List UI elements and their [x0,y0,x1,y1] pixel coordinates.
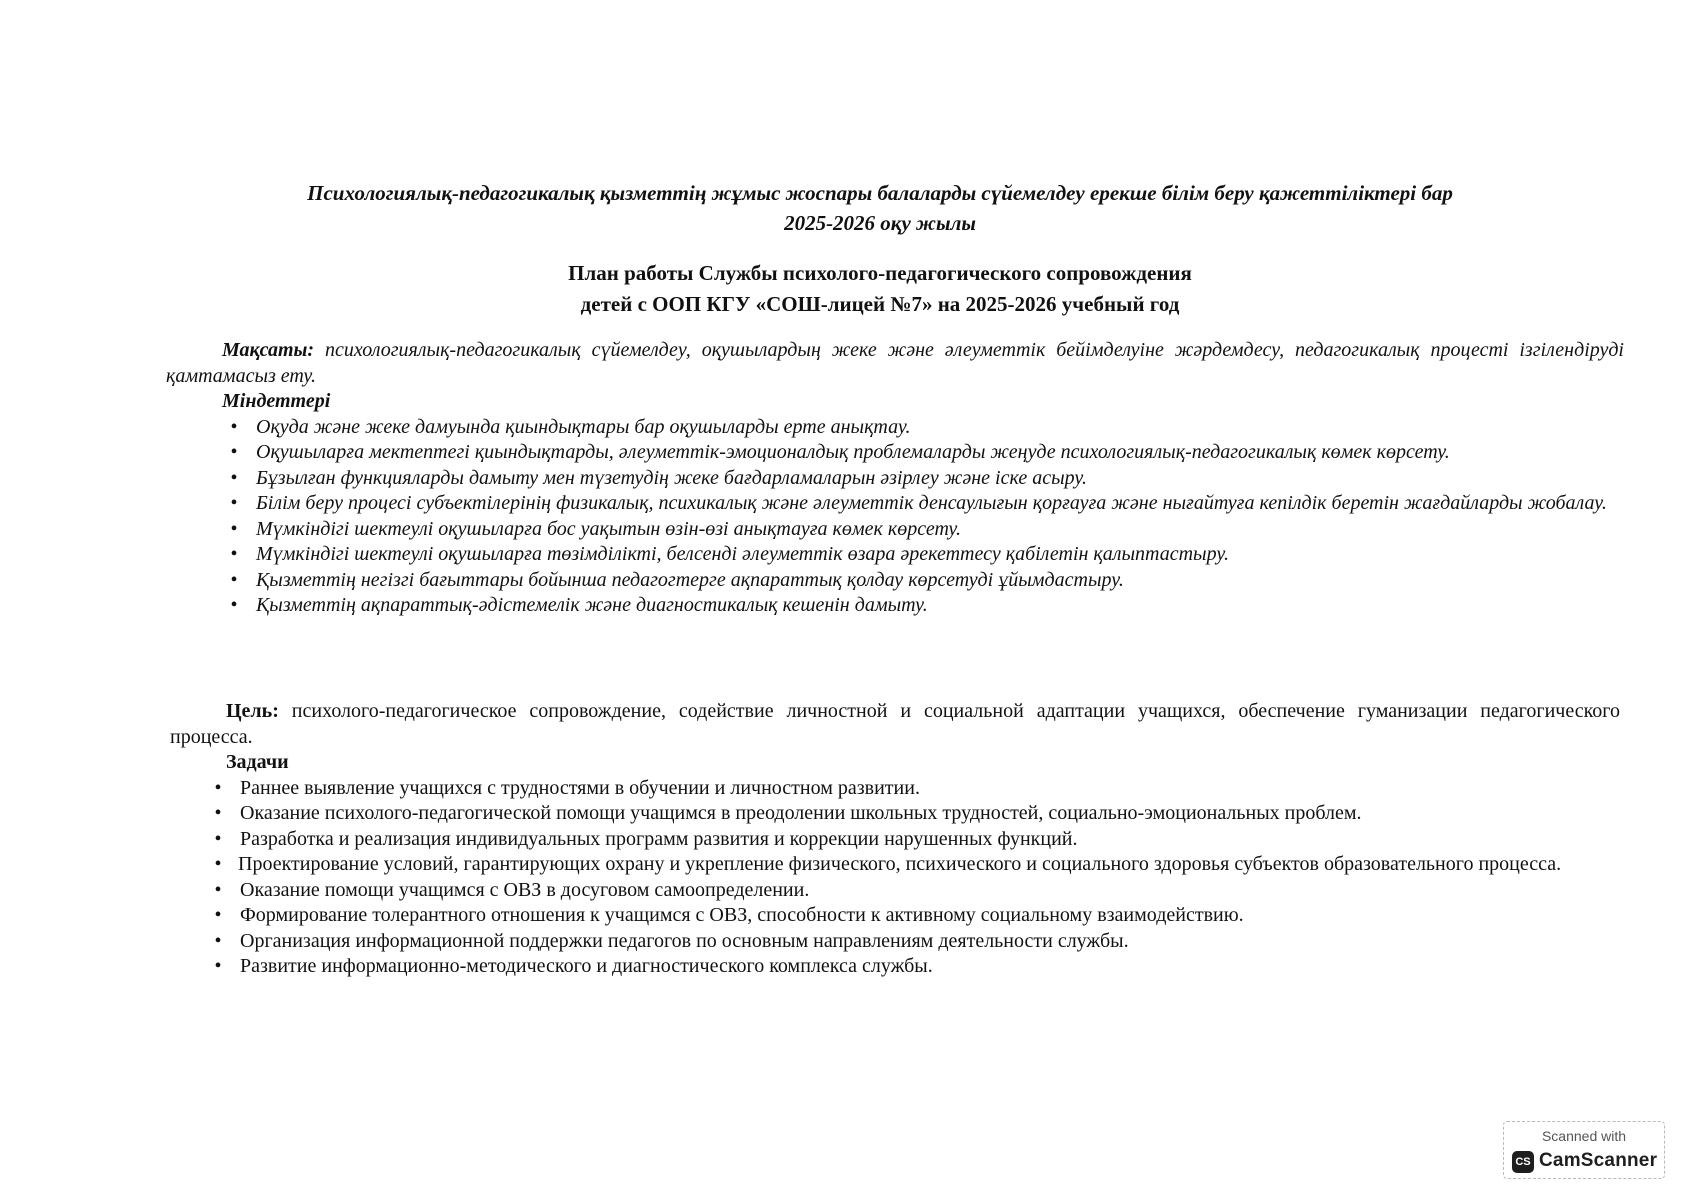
list-item-text: Бұзылған функцияларды дамыту мен түзетудің жеке бағдарламаларын әзірлеу және іске асыру. [256,466,1087,489]
kazakh-title [240,178,1520,238]
list-item [230,593,1624,619]
bullet-icon: • [230,441,238,463]
bullet-icon: • [214,878,222,901]
list-item [214,903,1620,929]
list-item-text: Қызметтің негізгі бағыттары бойынша педагогтерге ақпараттық қолдау көрсетуді ұйымдастыру. [256,568,1124,591]
scanned-with-label: Scanned with [1541,1128,1627,1144]
russian-tasks-heading: Задачи [226,751,289,773]
bullet-icon: • [230,594,238,616]
list-item [214,827,1620,853]
list-item-text: Оқуда және жеке дамуында қиындықтары бар оқушыларды ерте анықтау. [256,415,911,438]
bullet-icon: • [230,568,238,591]
bullet-icon: • [214,827,222,850]
bullet-icon: • [230,517,238,540]
list-item-text: Проектирование условий, гарантирующих охрану и укрепление физического, психического и социального здоровья субъектов образовательного процесса. [238,853,1562,875]
list-item-text: Разработка и реализация индивидуальных программ развития и коррекции нарушенных функций. [240,827,1078,850]
list-item [230,415,1624,441]
list-item-text: Раннее выявление учащихся с трудностями в обучении и личностном развитии. [240,776,920,799]
kazakh-goal-text: психологиялық-педагогикалық сүйемелдеу, оқушылардың жеке және әлеуметтік бейімделуіне жәрдемдесу, педагогикалық процесті ізгілендіруді қамтамасыз ету. [166,339,1624,387]
list-item-text: Оказание психолого-педагогической помощи учащимся в преодолении школьных трудностей, социально-эмоциональных проблем. [240,802,1362,824]
kazakh-title-line-1: Психологиялық-педагогикалық қызметтің жұмыс жоспары балаларды сүйемелдеу ерекше білім беру қажеттіліктері бар [307,181,1453,205]
list-item-text: Білім беру процесі субъектілерінің физикалық, психикалық және әлеуметтік денсаулығын қорғауға және нығайтуға кепілдік беретін жағдайларды жобалау. [256,492,1607,514]
bullet-icon: • [214,904,222,926]
kazakh-tasks-heading: Міндеттері [222,390,331,412]
list-item [230,517,1624,543]
bullet-icon: • [230,415,238,438]
russian-title-line-2: детей с ООП КГУ «СОШ-лицей №7» на 2025-2026 учебный год [580,292,1180,316]
list-item-text: Формирование толерантного отношения к учащимся с ОВЗ, способности к активному социальному взаимодействию. [240,904,1244,926]
kazakh-section [166,338,1624,619]
list-item [214,929,1620,955]
list-item [230,568,1624,594]
list-item [230,491,1624,517]
list-item [230,440,1624,466]
kazakh-tasks-list [166,415,1624,619]
russian-title [230,258,1530,320]
list-item-text: Мүмкіндігі шектеулі оқушыларға бос уақытын өзін-өзі анықтауға көмек көрсету. [256,517,962,540]
russian-goal-text: психолого-педагогическое сопровождение, содействие личностной и социальной адаптации учащихся, обеспечение гуманизации педагогического процесса. [170,700,1620,748]
kazakh-goal-paragraph [166,338,1624,389]
bullet-icon: • [214,776,222,799]
list-item-text: Оказание помощи учащимся с ОВЗ в досуговом самоопределении. [240,878,810,901]
list-item-text: Мүмкіндігі шектеулі оқушыларға төзімділікті, белсенді әлеуметтік өзара әрекеттесу қабілетін қалыптастыру. [256,543,1229,565]
camscanner-watermark [1503,1121,1665,1179]
russian-task-4-paragraph [170,852,1620,878]
bullet-icon: • [214,853,222,875]
bullet-icon: • [214,802,222,824]
bullet-icon: • [214,929,222,952]
list-item [214,954,1620,980]
camscanner-brand: CamScanner [1539,1150,1658,1171]
list-item [230,466,1624,492]
bullet-icon: • [230,543,238,565]
bullet-icon: • [230,492,238,514]
bullet-icon: • [230,466,238,489]
russian-goal-label: Цель: [226,700,279,722]
list-item-text: Оқушыларға мектептегі қиындықтарды, әлеуметтік-эмоционалдық проблемаларды жеңуде психологиялық-педагогикалық көмек көрсету. [256,441,1450,463]
russian-tasks-list [170,776,1620,853]
bullet-icon: • [214,955,222,977]
camscanner-logo-icon: CS [1512,1151,1534,1173]
russian-goal-paragraph [170,699,1620,750]
list-item [214,801,1620,827]
list-item-text: Развитие информационно-методического и диагностического комплекса службы. [240,955,933,977]
list-item-text: Организация информационной поддержки педагогов по основным направлениям деятельности службы. [240,929,1129,952]
russian-title-line-1: План работы Службы психолого-педагогического сопровождения [568,261,1192,285]
list-item [214,878,1620,904]
list-item [230,542,1624,568]
kazakh-goal-label: Мақсаты: [222,339,315,361]
russian-section [170,699,1620,980]
russian-tasks-list-continued [170,878,1620,980]
list-item-text: Қызметтің ақпараттық-әдістемелік және диагностикалық кешенін дамыту. [256,594,928,616]
list-item [214,776,1620,802]
kazakh-title-line-2: 2025-2026 оқу жылы [784,211,976,235]
